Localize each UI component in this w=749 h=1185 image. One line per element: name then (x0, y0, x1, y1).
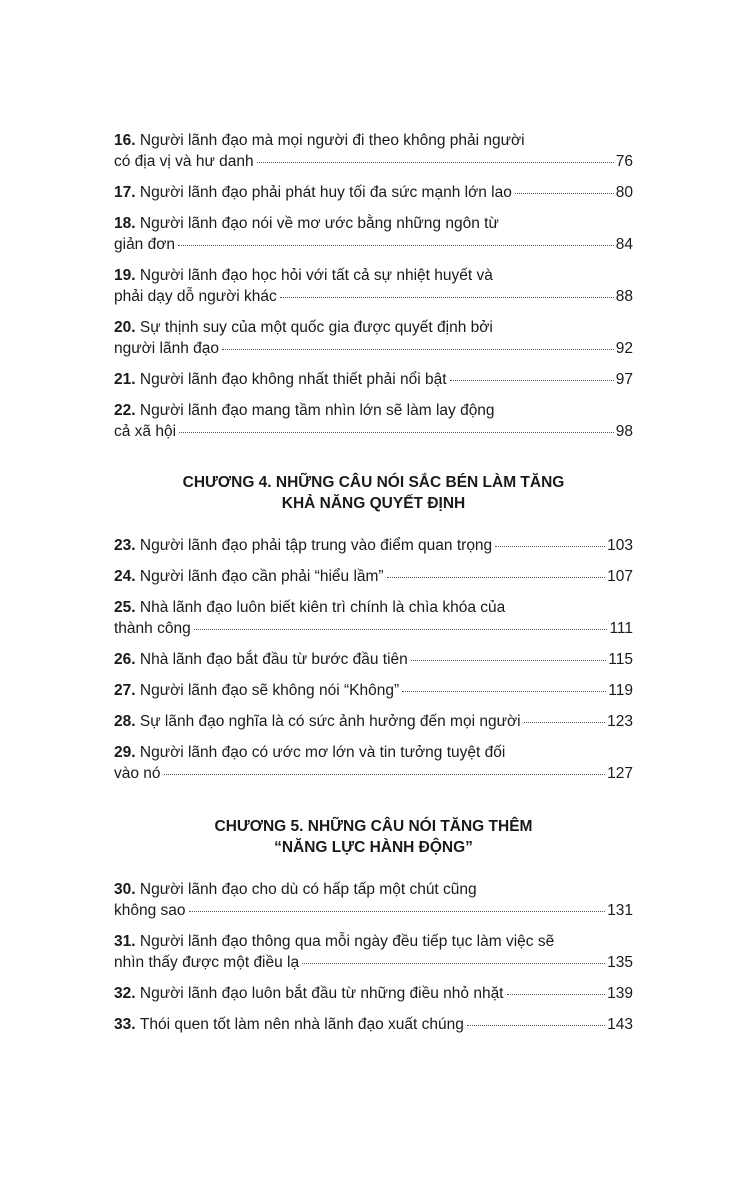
chapter-heading (114, 472, 633, 514)
entry-title: Người lãnh đạo mang tầm nhìn lớn sẽ làm lay động (139, 402, 495, 419)
toc-entry (114, 400, 633, 442)
page-number: 139 (607, 985, 633, 1002)
entry-number: 27. (114, 682, 136, 699)
entry-title: Nhà lãnh đạo luôn biết kiên trì chính là chìa khóa của (139, 599, 506, 616)
entry-number: 17. (114, 184, 136, 201)
toc-entry (114, 742, 633, 784)
dot-leader (450, 380, 614, 381)
entry-title: Người lãnh đạo không nhất thiết phải nổi bật (139, 371, 447, 388)
toc-entry (114, 931, 633, 973)
toc-entry (114, 597, 633, 639)
toc-entry-list (114, 879, 633, 1035)
entry-number: 19. (114, 267, 136, 284)
chapter-heading-line: CHƯƠNG 4. NHỮNG CÂU NÓI SẮC BÉN LÀM TĂNG (182, 474, 565, 491)
entry-number: 29. (114, 744, 136, 761)
dot-leader (194, 629, 608, 630)
entry-title-cont: có địa vị và hư danh (114, 153, 254, 170)
entry-title: Sự lãnh đạo nghĩa là có sức ảnh hưởng đến mọi người (139, 713, 521, 730)
page-number: 98 (615, 423, 633, 440)
dot-leader (302, 963, 605, 964)
page-number: 135 (607, 954, 633, 971)
toc-entry (114, 983, 633, 1004)
entry-number: 26. (114, 651, 136, 668)
page-number: 119 (608, 682, 633, 699)
page-number: 123 (607, 713, 633, 730)
dot-leader (387, 577, 606, 578)
entry-number: 18. (114, 215, 136, 232)
dot-leader (179, 432, 614, 433)
entry-number: 25. (114, 599, 136, 616)
entry-title-cont: phải dạy dỗ người khác (114, 288, 277, 305)
entry-title: Người lãnh đạo sẽ không nói “Không” (139, 682, 400, 699)
toc-entry-list (114, 535, 633, 784)
entry-number: 21. (114, 371, 136, 388)
dot-leader (280, 297, 614, 298)
dot-leader (411, 660, 607, 661)
page-number: 88 (615, 288, 633, 305)
entry-title: Người lãnh đạo mà mọi người đi theo không phải người (139, 132, 525, 149)
dot-leader (222, 349, 614, 350)
toc-entry (114, 649, 633, 670)
toc-entry (114, 369, 633, 390)
page-number: 76 (615, 153, 633, 170)
entry-title-cont: thành công (114, 620, 191, 637)
toc-entry (114, 213, 633, 255)
chapter-heading-line: CHƯƠNG 5. NHỮNG CÂU NÓI TĂNG THÊM (214, 818, 533, 835)
toc-entry (114, 535, 633, 556)
dot-leader (402, 691, 606, 692)
toc-entry-list (114, 130, 633, 442)
entry-title: Thói quen tốt làm nên nhà lãnh đạo xuất chúng (139, 1016, 464, 1033)
page-number: 97 (615, 371, 633, 388)
page-number: 103 (607, 537, 633, 554)
dot-leader (467, 1025, 605, 1026)
toc-entry (114, 566, 633, 587)
dot-leader (189, 911, 606, 912)
chapter-heading (114, 816, 633, 858)
entry-number: 33. (114, 1016, 136, 1033)
toc-entry (114, 879, 633, 921)
page-number: 131 (607, 902, 633, 919)
entry-number: 32. (114, 985, 136, 1002)
dot-leader (495, 546, 605, 547)
dot-leader (515, 193, 614, 194)
entry-number: 20. (114, 319, 136, 336)
page-number: 115 (608, 651, 633, 668)
toc-entry (114, 1014, 633, 1035)
entry-title: Người lãnh đạo phải tập trung vào điểm quan trọng (139, 537, 493, 554)
entry-title-cont: người lãnh đạo (114, 340, 220, 357)
toc-entry (114, 711, 633, 732)
toc-entry (114, 182, 633, 203)
chapter-heading-line: KHẢ NĂNG QUYẾT ĐỊNH (281, 495, 466, 512)
entry-number: 28. (114, 713, 136, 730)
toc-entry (114, 680, 633, 701)
page-number: 92 (615, 340, 633, 357)
page-number: 143 (607, 1016, 633, 1033)
page-number: 84 (615, 236, 633, 253)
chapter-heading-line: “NĂNG LỰC HÀNH ĐỘNG” (274, 839, 473, 856)
page-number: 80 (615, 184, 633, 201)
entry-number: 31. (114, 933, 136, 950)
entry-title: Người lãnh đạo học hỏi với tất cả sự nhiệt huyết và (139, 267, 493, 284)
dot-leader (257, 162, 614, 163)
entry-number: 22. (114, 402, 136, 419)
page-number: 107 (607, 568, 633, 585)
entry-number: 23. (114, 537, 136, 554)
page-number: 111 (609, 620, 633, 637)
entry-title-cont: giản đơn (114, 236, 176, 253)
entry-number: 24. (114, 568, 136, 585)
toc-entry (114, 130, 633, 172)
entry-title: Người lãnh đạo cho dù có hấp tấp một chút cũng (139, 881, 477, 898)
dot-leader (507, 994, 606, 995)
entry-title: Nhà lãnh đạo bắt đầu từ bước đầu tiên (139, 651, 408, 668)
entry-title: Người lãnh đạo có ước mơ lớn và tin tưởng tuyệt đối (139, 744, 506, 761)
entry-title: Sự thịnh suy của một quốc gia được quyết định bởi (139, 319, 493, 336)
toc-entry (114, 265, 633, 307)
entry-title-cont: cả xã hội (114, 423, 177, 440)
entry-title: Người lãnh đạo luôn bắt đầu từ những điều nhỏ nhặt (139, 985, 504, 1002)
entry-title-cont: không sao (114, 902, 186, 919)
entry-title: Người lãnh đạo phải phát huy tối đa sức mạnh lớn lao (139, 184, 512, 201)
entry-title: Người lãnh đạo thông qua mỗi ngày đều tiếp tục làm việc sẽ (139, 933, 555, 950)
page-number: 127 (607, 765, 633, 782)
entry-title: Người lãnh đạo nói về mơ ước bằng những ngôn từ (139, 215, 499, 232)
dot-leader (524, 722, 606, 723)
dot-leader (164, 774, 606, 775)
entry-number: 16. (114, 132, 136, 149)
toc-entry (114, 317, 633, 359)
entry-number: 30. (114, 881, 136, 898)
entry-title: Người lãnh đạo cần phải “hiểu lầm” (139, 568, 384, 585)
dot-leader (178, 245, 614, 246)
entry-title-cont: nhìn thấy được một điều lạ (114, 954, 300, 971)
entry-title-cont: vào nó (114, 765, 161, 782)
